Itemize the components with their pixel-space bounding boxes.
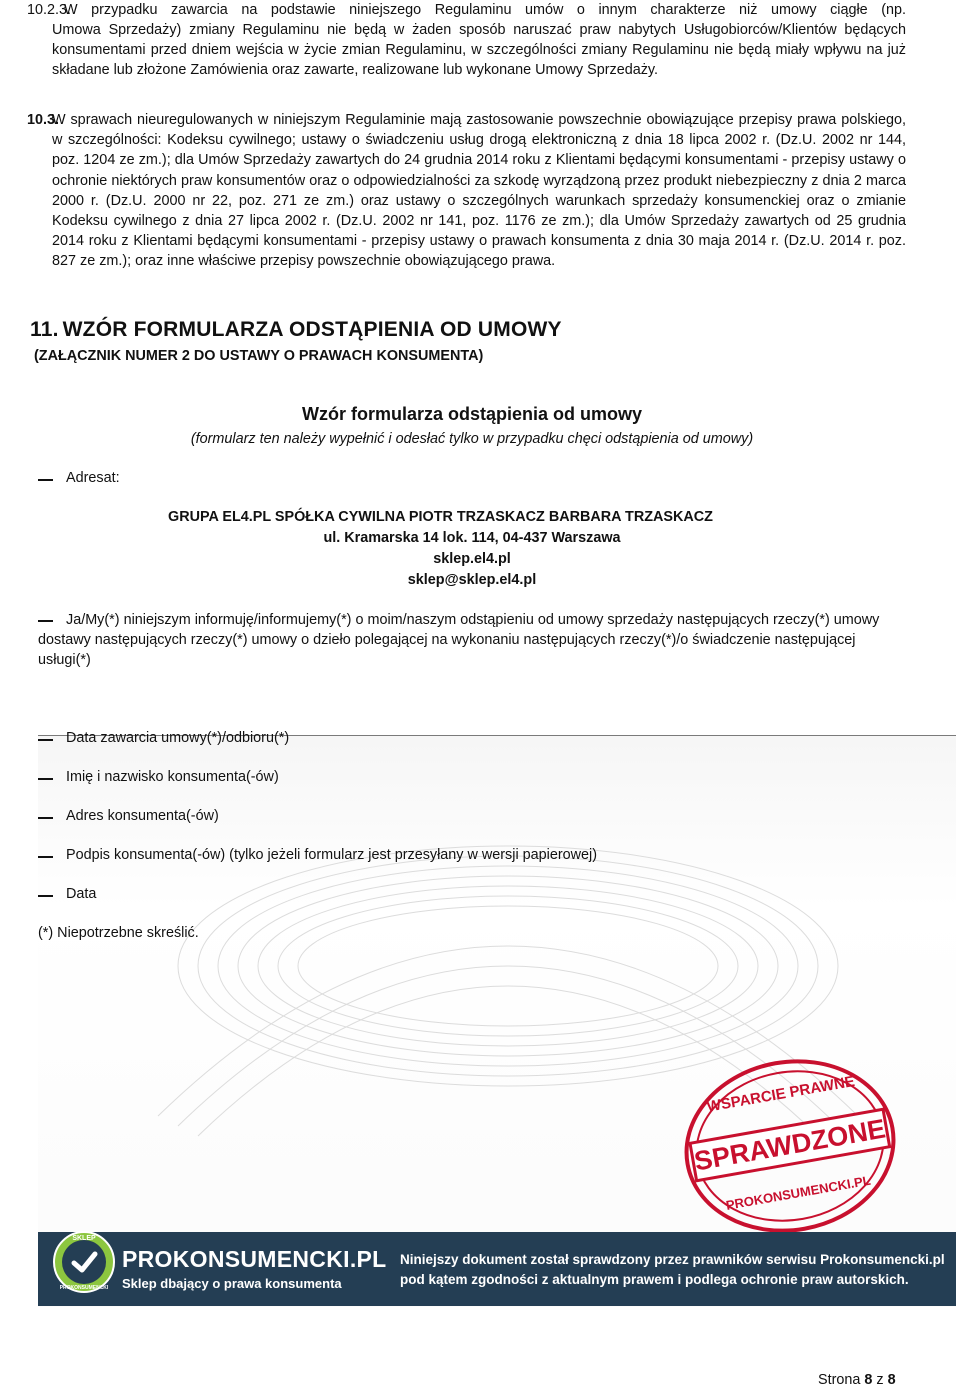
certificate-info-line2: pod kątem zgodności z aktualnym prawem i podlega ochronie praw autorskich. [400, 1272, 909, 1287]
dash-marker [38, 856, 53, 858]
seal-top-text: WSPARCIE PRAWNE [705, 1072, 857, 1116]
page-sep: z [876, 1372, 884, 1388]
field-contract-date: Data zawarcia umowy(*)/odbioru(*) [66, 730, 290, 746]
dash-marker [38, 817, 53, 819]
certificate-info-line1: Niniejszy dokument został sprawdzony przez prawników serwisu Prokonsumencki.pl [400, 1252, 945, 1267]
company-street: ul. Kramarska 14 lok. 114, 04-437 Warszawa [323, 530, 621, 546]
field-consumer-signature: Podpis konsumenta(-ów) (tylko jeżeli formularz jest przesyłany w wersji papierowej) [66, 847, 598, 863]
declaration-text: Ja/My(*) niniejszym informuję/informujemy(*) o moim/naszym odstąpieniu od umowy sprzedaży następujących rzeczy(*) umowy dostawy następujących rzeczy(*) umowy o dzieło polegającej na wykonaniu następujących rzeczy(*)/o świadczenie następującej usługi(*) [38, 612, 880, 668]
seal-bottom-text: PROKONSUMENCKI.PL [724, 1172, 872, 1213]
footnote: (*) Niepotrzebne skreślić. [38, 925, 199, 941]
prokonsumencki-logo-text: PROKONSUMENCKI.PL [122, 1246, 387, 1272]
field-date: Data [66, 886, 97, 902]
seal-main-text: SPRAWDZONE [691, 1113, 888, 1177]
dash-marker [38, 479, 53, 481]
badge-small-text: SKLEP [72, 1235, 96, 1242]
dash-marker [38, 895, 53, 897]
dash-marker [38, 778, 53, 780]
section-title-text: WZÓR FORMULARZA ODSTĄPIENIA OD UMOWY [62, 318, 562, 341]
addressee-label: Adresat: [66, 470, 120, 486]
para-10-3-text: W sprawach nieuregulowanych w niniejszym Regulaminie mają zastosowanie powszechnie obowiązujące przepisy prawa polskiego, w szczególności: Kodeksu cywilnego; ustawy o świadczeniu usług drogą elektroniczną z dnia 18 lipca 2002 r. (Dz.U. 2002 nr 144, poz. 1204 ze zm.); dla Umów Sprzedaży zawartych do 24 grudnia 2014 roku z Klientami będącymi konsumentami - przepisy ustawy o ochronie niektórych praw konsumentów oraz o odpowiedzialności za szkodę wyrządzoną przez produkt niebezpieczny z dnia 2 marca 2000 r. (Dz.U. 2000 nr 22, poz. 271 ze zm.) oraz ustawy o szczególnych warunkach sprzedaży konsumenckiej oraz o zmianie Kodeksu cywilnego z dnia 27 lipca 2002 r. (Dz.U. 2002 nr 141, poz. 1176 ze zm.); dla Umów Sprzedaży zawartych od 25 grudnia 2014 roku z Klientami będącymi konsumentami - przepisy ustawy o prawach konsumenta z dnia 30 maja 2014 r. (Dz.U. 2014 r. poz. 827 ze zm.); oraz inne właściwe przepisy powszechnie obowiązującego prawa. [52, 112, 906, 270]
section-title [30, 318, 562, 342]
page-label: Strona [818, 1372, 861, 1388]
prokonsumencki-badge-icon [52, 1230, 116, 1294]
field-consumer-address: Adres konsumenta(-ów) [66, 808, 219, 824]
page-current: 8 [864, 1372, 873, 1388]
field-consumer-name: Imię i nazwisko konsumenta(-ów) [66, 769, 279, 785]
badge-small-text-2: PROKONSUMENCKI [59, 1285, 109, 1291]
para-number-10-3: 10.3. [27, 112, 60, 128]
para-10-2-3-text: Umowa Sprzedaży) zmiany Regulaminu nie będą w żaden sposób naruszać praw nabytych Usługobiorców/Klientów będących konsumentami przed dniem wejścia w życie zmian Regulaminu, w szczególności zmiany Regulaminu nie będą miały wpływu na już składane lub złożone Zamówienia oraz zawarte, realizowane lub wykonane Umowy Sprzedaży. [52, 22, 906, 79]
prokonsumencki-tagline: Sklep dbający o prawa konsumenta [122, 1276, 342, 1291]
section-number: 11. [30, 318, 59, 341]
company-name: GRUPA EL4.PL SPÓŁKA CYWILNA PIOTR TRZASKACZ BARBARA TRZASKACZ [168, 509, 713, 525]
form-title: Wzór formularza odstąpienia od umowy [301, 404, 643, 424]
page-total: 8 [887, 1372, 896, 1388]
company-email: sklep@sklep.el4.pl [407, 572, 537, 588]
para-10-2-3-line1: W przypadku zawarcia na podstawie niniejszego Regulaminu umów o innym charakterze niż umowy ciągłe (np. [64, 2, 906, 18]
section-subtitle: (ZAŁĄCZNIK NUMER 2 DO USTAWY O PRAWACH KONSUMENTA) [34, 348, 484, 364]
sprawdzone-seal [672, 1046, 908, 1246]
dash-marker [38, 739, 53, 741]
form-note: (formularz ten należy wypełnić i odesłać tylko w przypadku chęci odstąpienia od umowy) [190, 431, 754, 447]
company-website: sklep.el4.pl [433, 551, 511, 567]
page-number [818, 1372, 896, 1388]
para-number-10-2-3: 10.2.3. [27, 2, 72, 18]
